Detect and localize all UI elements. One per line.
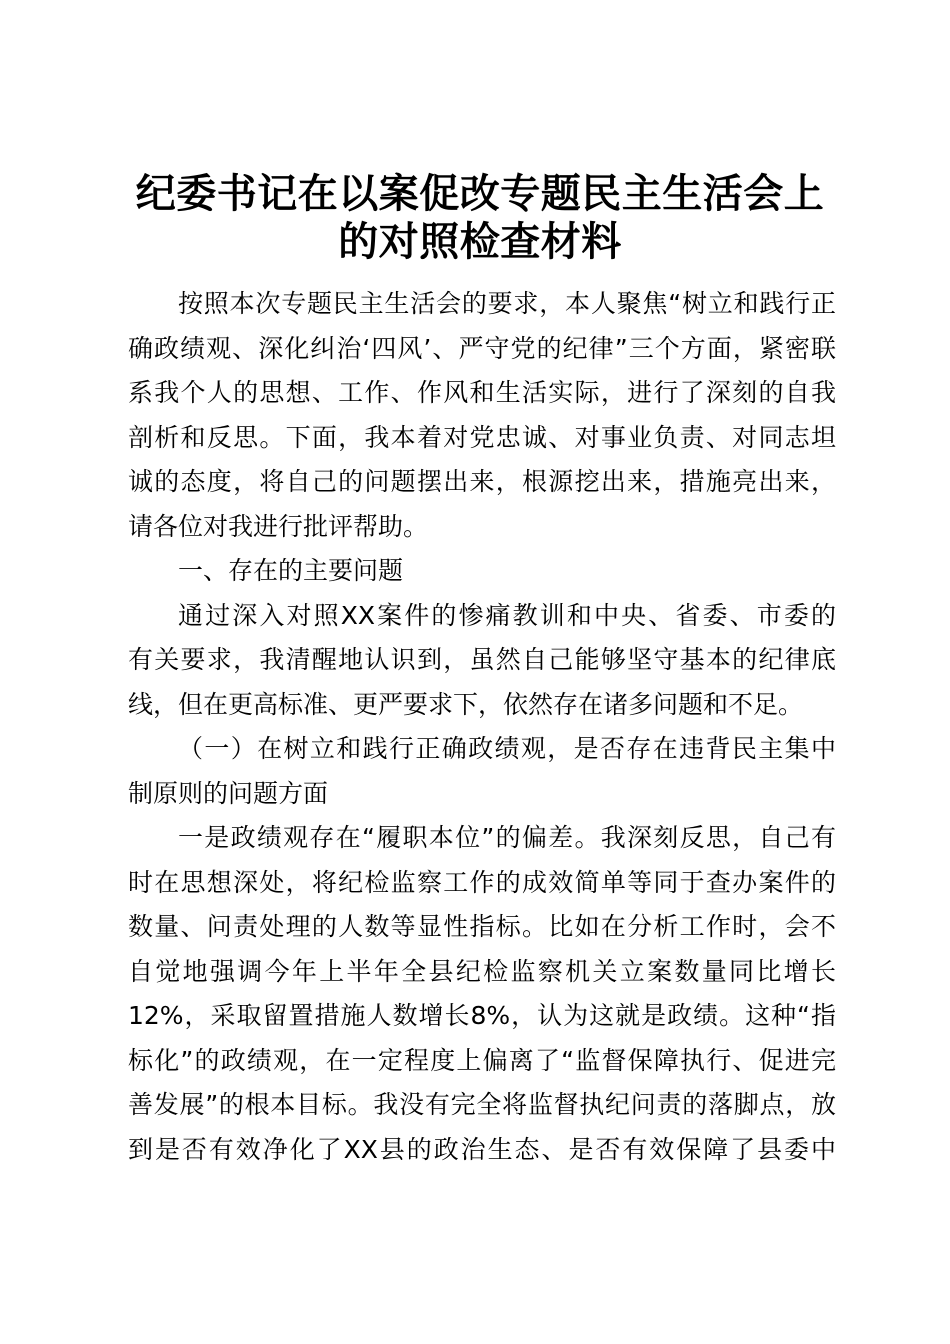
subsection-heading: （一）在树立和践行正确政绩观，是否存在违背民主集中: [178, 734, 836, 763]
paragraph-line: 自觉地强调今年上半年全县纪检监察机关立案数量同比增长: [128, 956, 836, 986]
paragraph-line: 时在思想深处，将纪检监察工作的成效简单等同于查办案件的: [128, 867, 836, 897]
section-heading: 一、存在的主要问题: [178, 556, 404, 585]
paragraph-line: 12%，采取留置措施人数增长8%，认为这就是政绩。这种“指: [128, 1001, 836, 1030]
paragraph-line: 系我个人的思想、工作、作风和生活实际，进行了深刻的自我: [128, 378, 836, 407]
paragraph-line: 到是否有效净化了XX县的政治生态、是否有效保障了县委中: [128, 1134, 836, 1164]
paragraph-line: 善发展”的根本目标。我没有完全将监督执纪问责的落脚点，放: [128, 1090, 836, 1119]
paragraph-line: 剖析和反思。下面，我本着对党忠诚、对事业负责、对同志坦: [128, 422, 836, 452]
document-body: [128, 282, 836, 1172]
subsection-heading: 制原则的问题方面: [128, 778, 329, 808]
paragraph-line: 标化”的政绩观，在一定程度上偏离了“监督保障执行、促进完: [128, 1045, 836, 1075]
paragraph-line: 诚的态度，将自己的问题摆出来，根源挖出来，措施亮出来，: [128, 467, 836, 496]
paragraph-line: 一是政绩观存在“履职本位”的偏差。我深刻反思，自己有: [178, 823, 836, 852]
paragraph-line: 请各位对我进行批评帮助。: [128, 511, 429, 541]
paragraph-line: 线，但在更高标准、更严要求下，依然存在诸多问题和不足。: [128, 689, 804, 719]
paragraph-line: 通过深入对照XX案件的惨痛教训和中央、省委、市委的: [178, 600, 836, 630]
paragraph-line: 按照本次专题民主生活会的要求，本人聚焦“树立和践行正: [178, 289, 836, 318]
paragraph-line: 有关要求，我清醒地认识到，虽然自己能够坚守基本的纪律底: [128, 645, 836, 674]
document-title-line-2: 的对照检查材料: [338, 218, 622, 265]
paragraph-line: 确政绩观、深化纠治‘四风’、严守党的纪律”三个方面，紧密联: [128, 333, 836, 363]
document-title-line-1: 纪委书记在以案促改专题民主生活会上: [135, 170, 825, 217]
paragraph-line: 数量、问责处理的人数等显性指标。比如在分析工作时，会不: [128, 912, 836, 941]
